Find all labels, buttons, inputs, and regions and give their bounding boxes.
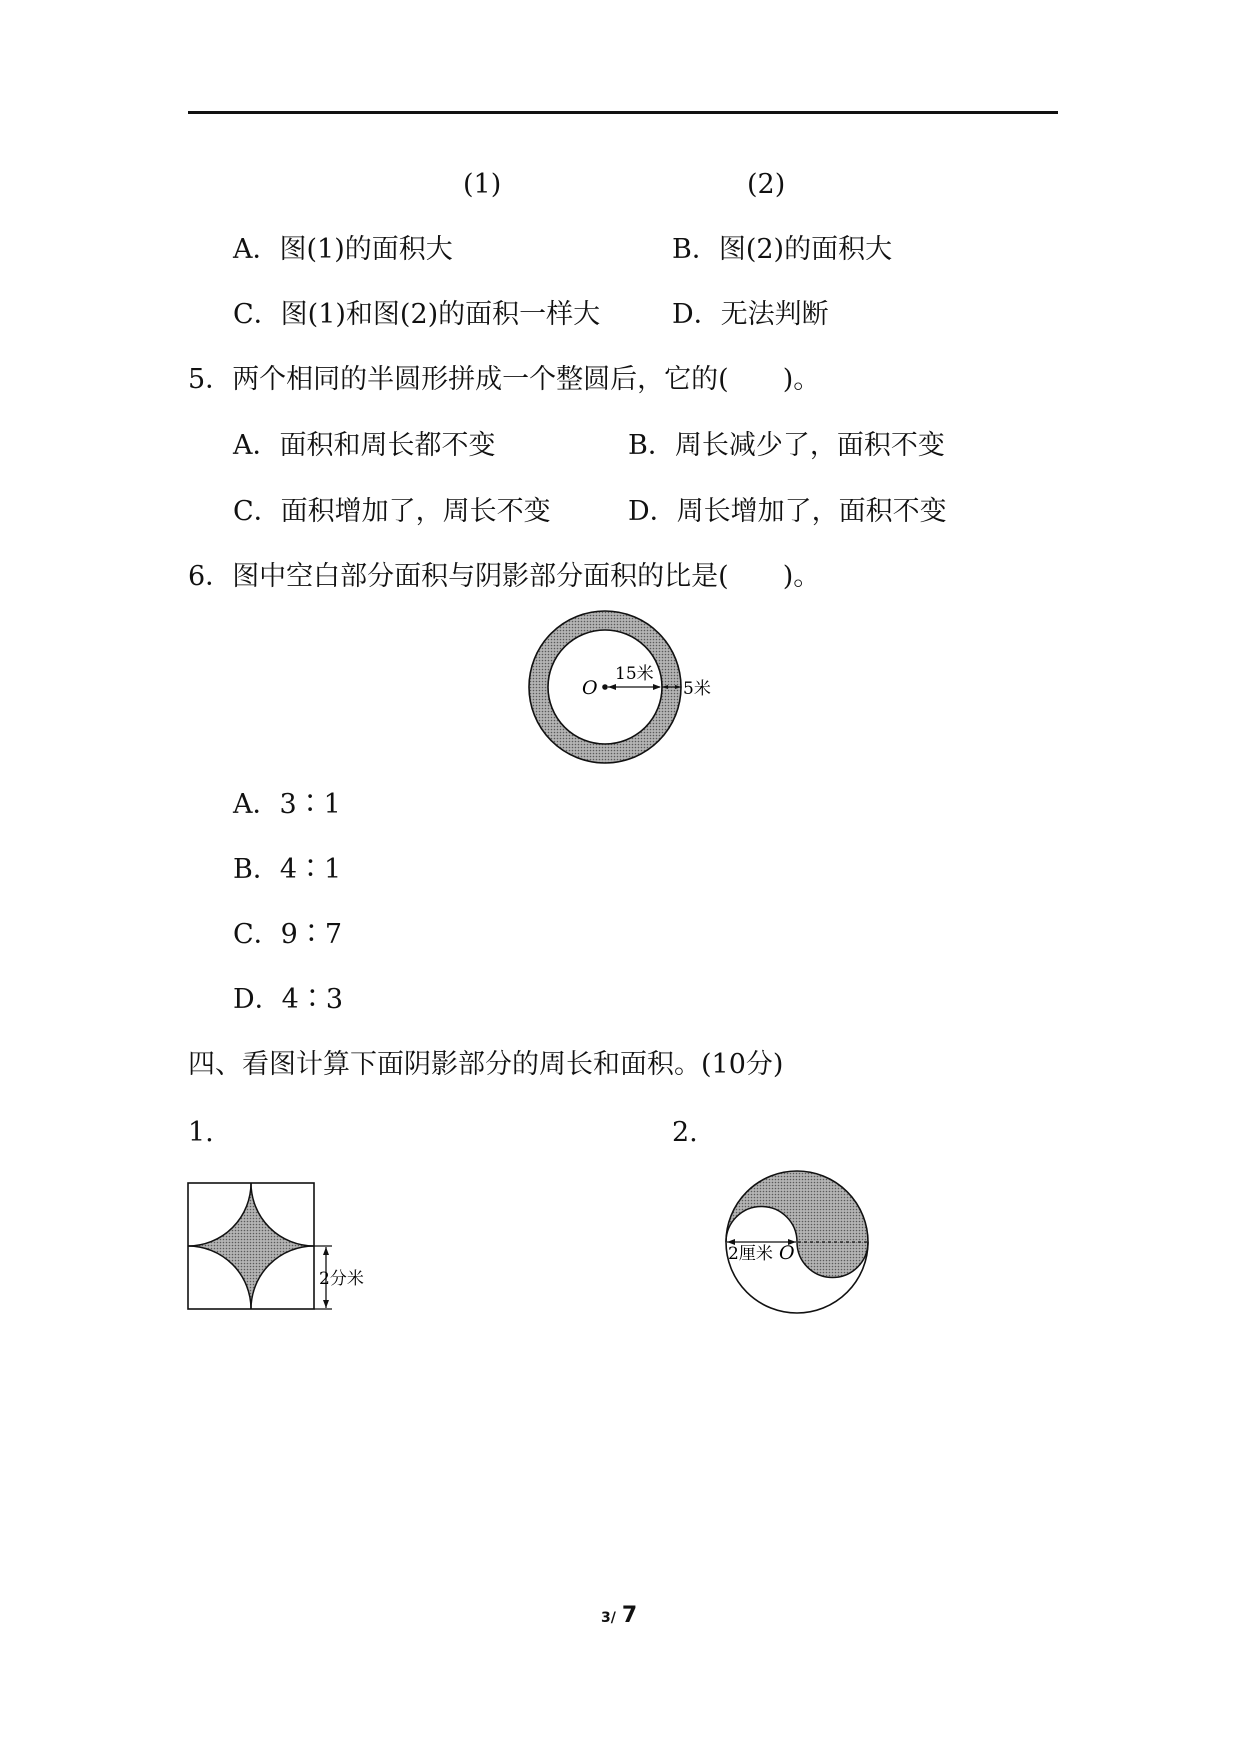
- dimension-label: 2分米: [319, 1269, 364, 1289]
- option-text: 无法判断: [720, 299, 829, 330]
- q5-option-c[interactable]: [233, 496, 551, 528]
- square-quarter-circles-figure: [180, 1175, 380, 1320]
- option-letter: C．: [233, 496, 281, 527]
- q4-option-d[interactable]: [672, 299, 829, 331]
- option-letter: D．: [672, 299, 721, 330]
- option-letter: A．: [233, 430, 280, 461]
- center-label-o: O: [779, 1242, 795, 1264]
- option-text: 图(2)的面积大: [718, 234, 893, 265]
- page-total: 7: [621, 1603, 638, 1628]
- option-text: 面积增加了，周长不变: [280, 496, 551, 527]
- center-label-o: O: [582, 677, 598, 699]
- q4-option-b[interactable]: [672, 234, 892, 266]
- question-5-stem: [188, 364, 820, 396]
- q5-option-d[interactable]: [628, 496, 947, 528]
- q5-option-b[interactable]: [628, 430, 945, 462]
- question-6-stem: [188, 561, 820, 593]
- q6-option-d[interactable]: [233, 984, 343, 1016]
- question-text: 图中空白部分面积与阴影部分面积的比是( )。: [232, 561, 821, 592]
- section-4-title: 四、看图计算下面阴影部分的周长和面积。(10分): [188, 1049, 784, 1080]
- option-text: 9∶7: [280, 919, 343, 950]
- center-point: [602, 684, 608, 690]
- option-text: 面积和周长都不变: [279, 430, 496, 461]
- figure-label-1: (1): [463, 169, 502, 200]
- q6-option-a[interactable]: [233, 789, 341, 821]
- top-rule: [188, 111, 1058, 114]
- option-text: 图(1)和图(2)的面积一样大: [280, 299, 601, 330]
- figure-label-2: (2): [747, 169, 786, 200]
- option-letter: A．: [233, 789, 280, 820]
- page-current: 3/: [601, 1610, 616, 1626]
- question-number: 6．: [188, 561, 233, 592]
- problem-1-number: 1.: [188, 1117, 214, 1148]
- q4-option-c[interactable]: [233, 299, 600, 331]
- option-letter: B．: [233, 854, 280, 885]
- option-text: 周长增加了，面积不变: [676, 496, 947, 527]
- ring-width-label: 5米: [683, 679, 711, 699]
- option-letter: A．: [233, 234, 280, 265]
- circle-shaded-figure: [720, 1160, 870, 1320]
- annulus-figure: [520, 605, 730, 770]
- option-letter: C．: [233, 919, 281, 950]
- problem-2-number: 2.: [672, 1117, 698, 1148]
- option-text: 4∶1: [279, 854, 342, 885]
- question-text: 两个相同的半圆形拼成一个整圆后，它的( )。: [232, 364, 821, 395]
- option-text: 3∶1: [279, 789, 341, 820]
- dimension-label: 2厘米: [728, 1244, 773, 1264]
- option-letter: D．: [628, 496, 677, 527]
- page-number: [601, 1603, 637, 1628]
- option-text: 周长减少了，面积不变: [674, 430, 945, 461]
- option-letter: B．: [628, 430, 675, 461]
- q6-option-c[interactable]: [233, 919, 342, 951]
- q4-option-a[interactable]: [233, 234, 453, 266]
- q6-option-b[interactable]: [233, 854, 341, 886]
- question-number: 5．: [188, 364, 233, 395]
- option-letter: D．: [233, 984, 282, 1015]
- q5-option-a[interactable]: [233, 430, 496, 462]
- option-letter: C．: [233, 299, 281, 330]
- inner-radius-label: 15米: [615, 664, 654, 684]
- option-letter: B．: [672, 234, 719, 265]
- option-text: 图(1)的面积大: [279, 234, 453, 265]
- option-text: 4∶3: [281, 984, 344, 1015]
